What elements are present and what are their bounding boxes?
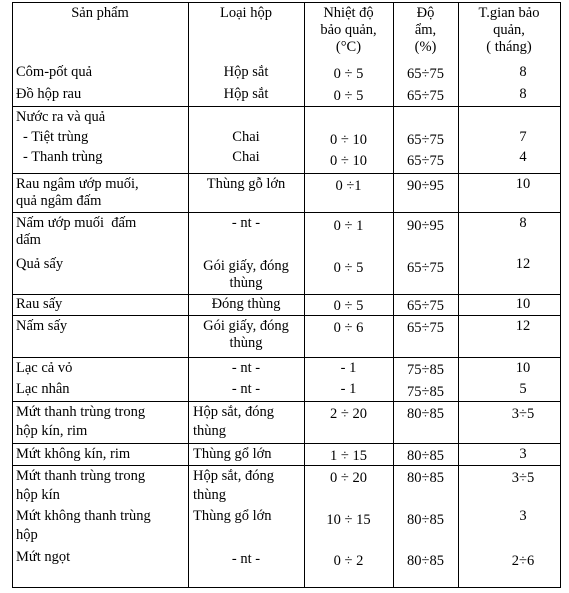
cell-product: Mứt không thanh trùng [16, 508, 151, 524]
row-divider [12, 294, 561, 295]
cell-temp: - 1 [340, 381, 357, 397]
cell-product: Quả sấy [16, 256, 64, 272]
cell-months: 8 [519, 215, 527, 231]
row-divider [12, 443, 561, 444]
cell-container: Đóng thùng [211, 296, 281, 312]
cell-container: thùng [193, 487, 227, 503]
cell-humidity: 80÷85 [407, 553, 444, 569]
cell-humidity: 90÷95 [407, 178, 444, 194]
cell-months: 8 [519, 86, 527, 102]
row-divider [12, 315, 561, 316]
cell-humidity: 80÷85 [407, 406, 444, 422]
header-temp-line2: bảo quản, [320, 22, 377, 38]
cell-months: 7 [519, 129, 527, 145]
cell-product: hộp kín [16, 487, 60, 503]
cell-container: - nt - [231, 381, 261, 397]
table-border-left [12, 2, 13, 588]
cell-product: Mứt ngọt [16, 549, 71, 565]
header-humidity-line2: ẩm, [414, 22, 437, 38]
cell-product: Lạc nhân [16, 381, 70, 397]
cell-container: thùng [193, 423, 227, 439]
cell-container: Gói giấy, đóng [203, 258, 289, 274]
row-divider [12, 173, 561, 174]
cell-product: Mứt không kín, rim [16, 446, 131, 462]
cell-container: Hộp sắt [223, 64, 269, 80]
header-product: Sản phẩm [71, 5, 129, 21]
cell-humidity: 65÷75 [407, 298, 444, 314]
cell-product: hộp kín, rim [16, 423, 88, 439]
cell-temp: 0 ÷ 5 [333, 88, 364, 104]
cell-humidity: 65÷75 [407, 260, 444, 276]
cell-temp: 0 ÷ 10 [330, 153, 367, 169]
row-divider [12, 465, 561, 466]
table-border-bottom [12, 587, 561, 588]
cell-humidity: 65÷75 [407, 320, 444, 336]
cell-container: - nt - [231, 215, 261, 231]
cell-humidity: 80÷85 [407, 448, 444, 464]
cell-months: 10 [515, 296, 531, 312]
cell-container: - nt - [231, 360, 261, 376]
cell-months: 12 [515, 318, 531, 334]
cell-temp: 0 ÷ 2 [333, 553, 364, 569]
cell-container: Hộp sắt [223, 86, 269, 102]
cell-container: thùng [229, 275, 263, 291]
cell-container: thùng [229, 335, 263, 351]
cell-temp: 0 ÷ 5 [333, 66, 364, 82]
cell-humidity: 65÷75 [407, 66, 444, 82]
cell-months: 10 [515, 360, 531, 376]
header-container: Loại hộp [220, 5, 272, 21]
row-divider [12, 357, 561, 358]
cell-product: Mứt thanh trùng trong [16, 404, 146, 420]
cell-product: hộp [16, 527, 38, 543]
row-divider [12, 401, 561, 402]
cell-temp: 2 ÷ 20 [330, 406, 367, 422]
cell-product: Rau sấy [16, 296, 63, 312]
cell-container: Chai [232, 129, 260, 145]
cell-product: quả ngâm đấm [16, 193, 102, 209]
cell-container: Thùng gổ lớn [193, 446, 272, 462]
cell-temp: 0 ÷ 6 [333, 320, 364, 336]
cell-temp: 0 ÷ 1 [333, 218, 364, 234]
cell-months: 5 [519, 381, 527, 397]
cell-product: Rau ngâm ướp muối, [16, 176, 139, 192]
header-time-line2: quản, [493, 22, 525, 38]
cell-temp: 0 ÷ 5 [333, 260, 364, 276]
cell-temp: 10 ÷ 15 [326, 512, 371, 528]
cell-humidity: 80÷85 [407, 512, 444, 528]
cell-container: - nt - [231, 551, 261, 567]
row-divider [12, 212, 561, 213]
cell-humidity: 90÷95 [407, 218, 444, 234]
header-humidity-line3: (%) [414, 39, 437, 55]
cell-product-text: Nấm ướp muối đấm [16, 215, 137, 231]
header-temp-line3: (°C) [335, 39, 362, 55]
cell-temp: 0 ÷ 5 [333, 298, 364, 314]
cell-humidity: 80÷85 [407, 470, 444, 486]
cell-months: 12 [515, 256, 531, 272]
cell-temp: 1 ÷ 15 [330, 448, 367, 464]
cell-months: 3 [519, 508, 527, 524]
header-humidity-line1: Độ [416, 5, 435, 21]
storage-table [12, 2, 561, 588]
cell-months: 8 [519, 64, 527, 80]
cell-months: 2÷6 [511, 553, 535, 569]
cell-product: Nước ra và quả [16, 109, 106, 125]
cell-product: Đồ hộp rau [16, 86, 82, 102]
cell-product: dấm [16, 232, 41, 248]
cell-product-sub: - Thanh trùng [23, 149, 103, 165]
cell-container: Gói giấy, đóng [203, 318, 289, 334]
header-time-line3: ( tháng) [486, 39, 532, 55]
cell-product [16, 215, 185, 232]
cell-months: 10 [515, 176, 531, 192]
header-time-line1: T.gian bảo [478, 5, 540, 21]
cell-months: 3 [519, 446, 527, 462]
cell-container: Chai [232, 149, 260, 165]
table-border-top [12, 2, 561, 3]
cell-humidity: 65÷75 [407, 132, 444, 148]
cell-container: Hộp sắt, đóng [193, 468, 274, 484]
header-temp-line1: Nhiệt độ [323, 5, 374, 21]
cell-temp: - 1 [340, 360, 357, 376]
cell-months: 3÷5 [511, 470, 535, 486]
cell-product: Côm-pốt quả [16, 64, 93, 80]
cell-months: 4 [519, 149, 527, 165]
cell-product-sub: - Tiệt trùng [23, 129, 89, 145]
cell-months: 3÷5 [511, 406, 535, 422]
row-divider [12, 106, 561, 107]
cell-humidity: 75÷85 [407, 384, 444, 400]
cell-temp: 0 ÷ 20 [330, 470, 367, 486]
cell-product: Nấm sấy [16, 318, 68, 334]
cell-container: Thùng gổ lớn [193, 508, 272, 524]
cell-container: Hộp sắt, đóng [193, 404, 274, 420]
cell-humidity: 65÷75 [407, 88, 444, 104]
cell-humidity: 65÷75 [407, 153, 444, 169]
cell-product: Lạc cả vỏ [16, 360, 73, 376]
cell-container: Thùng gỗ lớn [206, 176, 286, 192]
cell-temp: 0 ÷ 10 [330, 132, 367, 148]
cell-humidity: 75÷85 [407, 362, 444, 378]
cell-product: Mứt thanh trùng trong [16, 468, 146, 484]
cell-temp: 0 ÷1 [335, 178, 362, 194]
